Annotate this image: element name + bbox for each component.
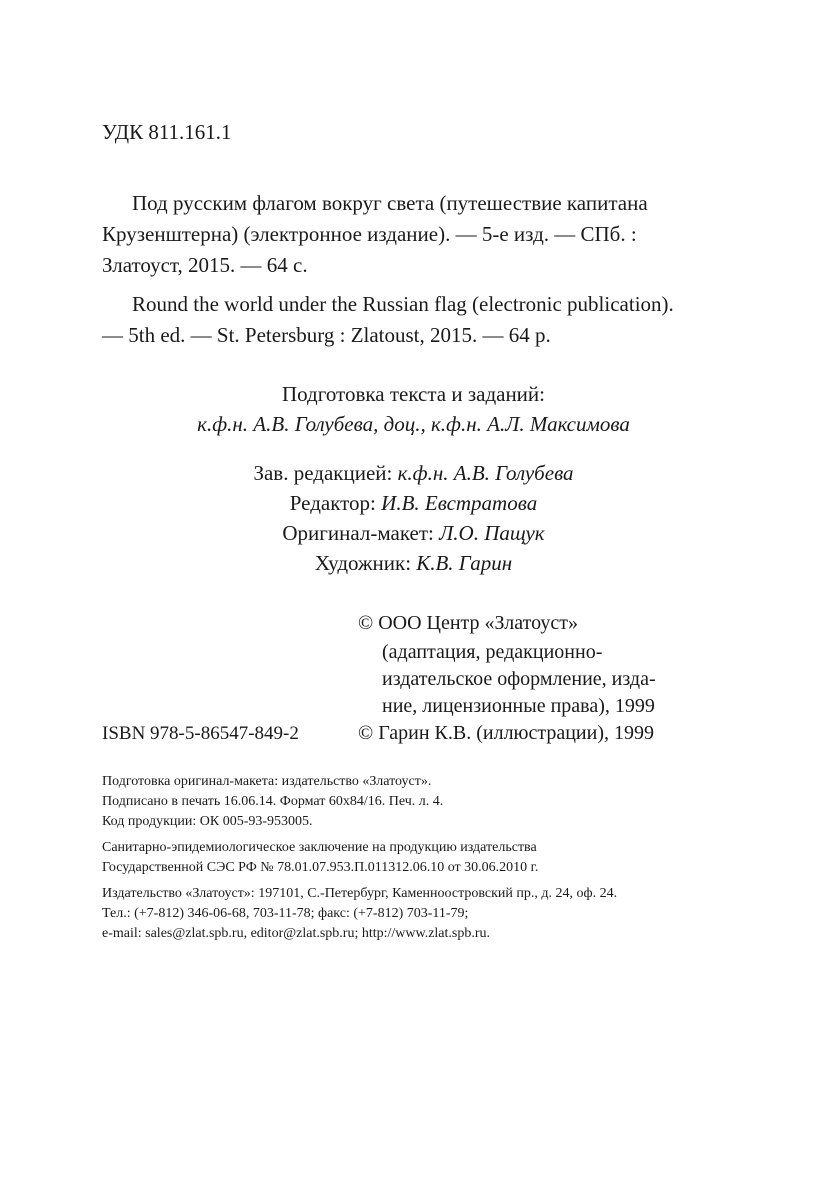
staff-name: Л.О. Пащук bbox=[439, 521, 545, 545]
copyright-line: издательское оформление, изда- bbox=[382, 668, 656, 690]
bib-en-line: Round the world under the Russian flag (electronic publication). bbox=[132, 292, 674, 316]
copyright-line: © Гарин К.В. (иллюстрации), 1999 bbox=[358, 722, 654, 744]
udk-code: УДК 811.161.1 bbox=[102, 120, 232, 144]
staff-role: Оригинал-макет: bbox=[282, 521, 434, 545]
staff-role: Зав. редакцией: bbox=[253, 461, 393, 485]
imprint-line: e-mail: sales@zlat.spb.ru, editor@zlat.spb.ru; http://www.zlat.spb.ru. bbox=[102, 926, 491, 941]
staff-role: Редактор: bbox=[289, 491, 376, 515]
staff-role: Художник: bbox=[314, 551, 412, 575]
copyright-line: ние, лицензионные права), 1999 bbox=[382, 695, 655, 717]
imprint-line: Государственной СЭС РФ № 78.01.07.953.П.011312.06.10 от 30.06.2010 г. bbox=[102, 860, 539, 875]
bib-ru-line: Златоуст, 2015. — 64 с. bbox=[102, 253, 308, 277]
prep-label: Подготовка текста и заданий: bbox=[282, 382, 545, 406]
staff-name: И.В. Евстратова bbox=[381, 491, 538, 515]
staff-name: К.В. Гарин bbox=[416, 551, 513, 575]
staff-row bbox=[0, 521, 827, 546]
bib-ru-line: Под русским флагом вокруг света (путешествие капитана bbox=[132, 191, 648, 215]
prep-authors: к.ф.н. А.В. Голубева, доц., к.ф.н. А.Л. Максимова bbox=[197, 412, 630, 436]
isbn: ISBN 978-5-86547-849-2 bbox=[102, 723, 299, 744]
staff-row bbox=[0, 461, 827, 486]
imprint-line: Подписано в печать 16.06.14. Формат 60х84/16. Печ. л. 4. bbox=[102, 794, 444, 809]
staff-row bbox=[0, 551, 827, 576]
imprint-line: Подготовка оригинал-макета: издательство «Златоуст». bbox=[102, 774, 432, 789]
staff-row bbox=[0, 491, 827, 516]
bib-ru-line: Крузенштерна) (электронное издание). — 5-е изд. — СПб. : bbox=[102, 222, 637, 246]
imprint-line: Издательство «Златоуст»: 197101, С.-Петербург, Каменноостровский пр., д. 24, оф. 24. bbox=[102, 886, 618, 901]
copyright-line: © ООО Центр «Златоуст» bbox=[358, 612, 578, 634]
imprint-line: Код продукции: ОК 005-93-953005. bbox=[102, 814, 313, 829]
imprint-line: Тел.: (+7-812) 346-06-68, 703-11-78; факс: (+7-812) 703-11-79; bbox=[102, 906, 469, 921]
staff-name: к.ф.н. А.В. Голубева bbox=[397, 461, 574, 485]
bib-en-line: — 5th ed. — St. Petersburg : Zlatoust, 2015. — 64 p. bbox=[102, 323, 551, 347]
copyright-line: (адаптация, редакционно- bbox=[382, 641, 603, 663]
imprint-line: Санитарно-эпидемиологическое заключение на продукцию издательства bbox=[102, 840, 537, 855]
